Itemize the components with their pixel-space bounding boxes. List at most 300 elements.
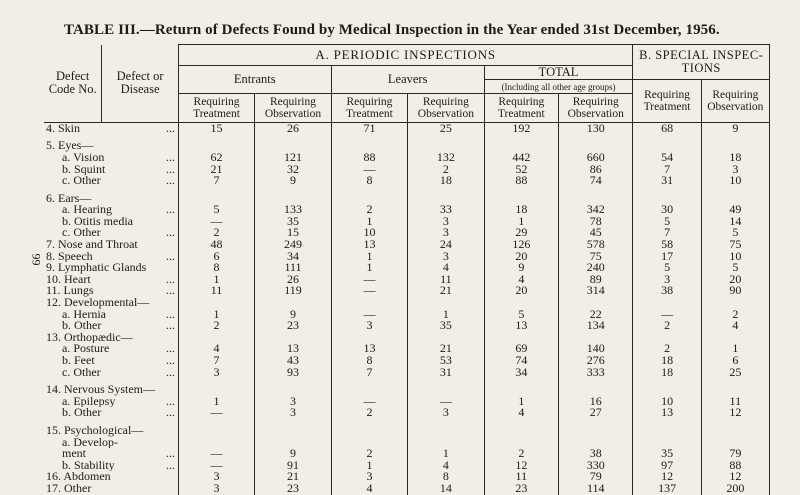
defect-label-text: b. Squint: [62, 163, 106, 176]
defect-label-text: b. Other: [62, 320, 102, 332]
leader-dots: ...: [165, 163, 175, 176]
leavers-treatment-cell: 7: [331, 367, 407, 379]
entrants-observation-cell: [255, 140, 331, 152]
leavers-observation-cell: 4: [408, 262, 484, 274]
table-row: [44, 193, 770, 205]
defect-label: [44, 396, 178, 408]
table-row: [44, 122, 770, 134]
table-row: [44, 407, 770, 419]
table-row: [44, 262, 770, 274]
special-treatment-cell: 18: [633, 355, 701, 367]
entrants-observation-cell: [255, 384, 331, 396]
defect-label-text: b. Otitis media: [62, 215, 133, 228]
table-row: [44, 460, 770, 472]
special-observation-cell: 88: [701, 460, 769, 472]
total-observation-cell: 27: [559, 407, 633, 419]
special-treatment-cell: 30: [633, 204, 701, 216]
special-treatment-cell: 13: [633, 407, 701, 419]
special-observation-cell: 12: [701, 471, 769, 483]
special-observation-cell: 1: [701, 343, 769, 355]
leavers-treatment-cell: [331, 425, 407, 437]
defect-label: [44, 460, 178, 472]
leavers-observation-cell: [408, 193, 484, 205]
entrants-treatment-cell: [178, 193, 254, 205]
total-treatment-cell: 11: [484, 471, 558, 483]
defect-label-text: 11. Lungs: [46, 285, 94, 298]
leavers-treatment-cell: [331, 297, 407, 309]
defect-label-text: 14. Nervous System—: [46, 384, 155, 396]
defect-label: [44, 471, 178, 483]
leavers-treatment-cell: 1: [331, 262, 407, 274]
leavers-observation-cell: 14: [408, 483, 484, 495]
entrants-observation-cell: 93: [255, 367, 331, 379]
entrants-treatment-cell: 21: [178, 164, 254, 176]
entrants-observation-cell: 43: [255, 355, 331, 367]
entrants-observation-cell: [255, 297, 331, 309]
section-b-header: B. SPECIAL INSPEC- TIONS: [633, 45, 770, 80]
leavers-treatment-cell: [331, 384, 407, 396]
entrants-observation-cell: 26: [255, 122, 331, 134]
special-req-treatment-header: Requiring Treatment: [633, 80, 701, 123]
special-treatment-cell: 5: [633, 216, 701, 228]
leavers-observation-cell: 31: [408, 367, 484, 379]
leader-dots: ...: [165, 273, 175, 286]
defect-label-text: 15. Psychological—: [46, 424, 144, 437]
special-observation-cell: [701, 332, 769, 344]
entrants-treatment-cell: 48: [178, 239, 254, 251]
special-observation-cell: 18: [701, 152, 769, 164]
special-treatment-cell: [633, 193, 701, 205]
leavers-observation-cell: 8: [408, 471, 484, 483]
defect-label-text: a. Vision: [62, 151, 105, 164]
table-row: [44, 367, 770, 379]
entrants-treatment-cell: 4: [178, 343, 254, 355]
entrants-req-treatment-header: Requiring Treatment: [178, 93, 254, 122]
special-treatment-cell: 97: [633, 460, 701, 472]
special-observation-cell: 10: [701, 175, 769, 187]
defect-label-text: 10. Heart: [46, 273, 91, 286]
leavers-observation-cell: 3: [408, 407, 484, 419]
leavers-observation-cell: 33: [408, 204, 484, 216]
entrants-observation-cell: [255, 332, 331, 344]
defect-label-text: 16. Abdomen: [46, 471, 111, 483]
defect-label: [44, 332, 178, 344]
special-treatment-cell: 5: [633, 262, 701, 274]
defect-label: [44, 320, 178, 332]
leader-dots: ...: [165, 395, 175, 408]
total-treatment-cell: 442: [484, 152, 558, 164]
table-row: [44, 164, 770, 176]
leavers-req-treatment-header: Requiring Treatment: [331, 93, 407, 122]
leavers-treatment-cell: —: [331, 164, 407, 176]
table-row: [44, 343, 770, 355]
defect-label: [44, 309, 178, 321]
leavers-observation-cell: 1: [408, 309, 484, 321]
special-treatment-cell: 2: [633, 320, 701, 332]
entrants-observation-cell: 9: [255, 175, 331, 187]
total-observation-cell: 45: [559, 227, 633, 239]
leavers-treatment-cell: 3: [331, 320, 407, 332]
leader-dots: ...: [165, 448, 175, 460]
total-note-text: (Including all other age groups): [501, 82, 616, 93]
total-observation-cell: 134: [559, 320, 633, 332]
total-treatment-cell: 23: [484, 483, 558, 495]
total-treatment-cell: 20: [484, 285, 558, 297]
defect-label: [44, 437, 178, 449]
special-observation-cell: 2: [701, 309, 769, 321]
defect-label-text: b. Stability: [62, 459, 115, 472]
leader-dots: ...: [165, 122, 175, 135]
entrants-treatment-cell: 3: [178, 471, 254, 483]
special-treatment-cell: 31: [633, 175, 701, 187]
leavers-treatment-cell: 71: [331, 122, 407, 134]
total-observation-cell: 78: [559, 216, 633, 228]
total-treatment-cell: [484, 384, 558, 396]
defect-label: [44, 175, 178, 187]
leader-dots: ...: [165, 204, 175, 216]
entrants-treatment-cell: [178, 437, 254, 449]
entrants-observation-cell: 9: [255, 448, 331, 460]
table-row: [44, 448, 770, 460]
leavers-treatment-cell: 2: [331, 407, 407, 419]
special-observation-cell: 3: [701, 164, 769, 176]
leader-dots: ...: [165, 175, 175, 187]
special-observation-cell: 11: [701, 396, 769, 408]
defect-label-text: 8. Speech: [46, 250, 93, 263]
leavers-observation-cell: 18: [408, 175, 484, 187]
defect-label: [44, 140, 178, 152]
leavers-treatment-cell: —: [331, 285, 407, 297]
special-observation-cell: 79: [701, 448, 769, 460]
total-treatment-cell: 12: [484, 460, 558, 472]
defect-label-text: b. Feet: [62, 355, 95, 367]
table-body: [44, 122, 770, 494]
table-row: [44, 471, 770, 483]
special-treatment-cell: [633, 425, 701, 437]
total-treatment-cell: 13: [484, 320, 558, 332]
entrants-observation-cell: 111: [255, 262, 331, 274]
page-number: 99: [29, 253, 44, 266]
entrants-treatment-cell: 7: [178, 175, 254, 187]
total-observation-cell: [559, 425, 633, 437]
entrants-observation-cell: 23: [255, 320, 331, 332]
total-observation-cell: 89: [559, 274, 633, 286]
defect-label-text: 9. Lymphatic Glands: [46, 262, 147, 274]
leavers-treatment-cell: 1: [331, 251, 407, 263]
leavers-treatment-cell: —: [331, 309, 407, 321]
leavers-observation-cell: 24: [408, 239, 484, 251]
section-a-header: A. PERIODIC INSPECTIONS: [178, 45, 633, 66]
entrants-treatment-cell: 3: [178, 367, 254, 379]
total-observation-cell: 333: [559, 367, 633, 379]
leader-dots: ...: [165, 308, 175, 321]
table-row: [44, 274, 770, 286]
defect-label: [44, 483, 178, 495]
defect-code-header: Defect Code No.: [44, 45, 102, 123]
entrants-observation-cell: [255, 425, 331, 437]
special-treatment-cell: [633, 297, 701, 309]
total-req-treatment-header: Requiring Treatment: [484, 93, 558, 122]
defect-label-text: 4. Skin: [46, 122, 81, 135]
special-observation-cell: 25: [701, 367, 769, 379]
total-req-observation-header: Requiring Observation: [559, 93, 633, 122]
leavers-observation-cell: 3: [408, 227, 484, 239]
leavers-treatment-cell: 8: [331, 355, 407, 367]
leavers-observation-cell: 11: [408, 274, 484, 286]
defect-label-text: 13. Orthopædic—: [46, 331, 133, 344]
entrants-treatment-cell: 15: [178, 122, 254, 134]
total-treatment-cell: [484, 297, 558, 309]
special-treatment-cell: 58: [633, 239, 701, 251]
special-observation-cell: 9: [701, 122, 769, 134]
defect-label-text: 5. Eyes—: [46, 140, 94, 152]
entrants-observation-cell: 32: [255, 164, 331, 176]
entrants-treatment-cell: 62: [178, 152, 254, 164]
entrants-observation-cell: 9: [255, 309, 331, 321]
defect-label-text: 7. Nose and Throat: [46, 239, 138, 251]
table-row: [44, 204, 770, 216]
special-treatment-cell: 3: [633, 274, 701, 286]
defect-label: [44, 448, 178, 460]
entrants-treatment-cell: 11: [178, 285, 254, 297]
total-observation-cell: 22: [559, 309, 633, 321]
table-row: [44, 239, 770, 251]
special-treatment-cell: 10: [633, 396, 701, 408]
leavers-observation-cell: [408, 332, 484, 344]
leavers-observation-cell: [408, 297, 484, 309]
total-observation-cell: 314: [559, 285, 633, 297]
leader-dots: ...: [165, 320, 175, 332]
leavers-treatment-cell: [331, 332, 407, 344]
entrants-treatment-cell: [178, 425, 254, 437]
special-observation-cell: [701, 437, 769, 449]
table-row: [44, 355, 770, 367]
defect-label: [44, 297, 178, 309]
defect-label: [44, 204, 178, 216]
table-row: [44, 140, 770, 152]
entrants-treatment-cell: 3: [178, 483, 254, 495]
entrants-treatment-cell: 8: [178, 262, 254, 274]
entrants-observation-cell: 91: [255, 460, 331, 472]
entrants-treatment-cell: [178, 140, 254, 152]
special-observation-cell: 200: [701, 483, 769, 495]
defect-label: [44, 122, 178, 134]
leader-dots: ...: [165, 459, 175, 472]
leavers-req-observation-header: Requiring Observation: [408, 93, 484, 122]
defect-label: [44, 343, 178, 355]
total-label: TOTAL: [538, 65, 579, 79]
special-req-observation-header: Requiring Observation: [701, 80, 769, 123]
total-observation-cell: 240: [559, 262, 633, 274]
table-title: TABLE III.—Return of Defects Found by Medical Inspection in the Year ended 31st December, 1956.: [64, 22, 720, 38]
leavers-treatment-cell: [331, 140, 407, 152]
entrants-treatment-cell: [178, 297, 254, 309]
table-row: [44, 216, 770, 228]
entrants-observation-cell: 133: [255, 204, 331, 216]
entrants-header: Entrants: [178, 66, 331, 94]
special-treatment-cell: [633, 332, 701, 344]
leavers-observation-cell: 53: [408, 355, 484, 367]
leader-dots: ...: [165, 285, 175, 298]
total-treatment-cell: 34: [484, 367, 558, 379]
entrants-observation-cell: 13: [255, 343, 331, 355]
table-row: [44, 285, 770, 297]
entrants-treatment-cell: [178, 384, 254, 396]
special-observation-cell: 4: [701, 320, 769, 332]
defect-label-text: a. Develop-: [62, 436, 118, 449]
total-observation-cell: 330: [559, 460, 633, 472]
defect-label: [44, 355, 178, 367]
defect-label: [44, 407, 178, 419]
defect-label-text: c. Other: [62, 227, 101, 240]
entrants-treatment-cell: —: [178, 448, 254, 460]
leavers-treatment-cell: 3: [331, 471, 407, 483]
leavers-observation-cell: 3: [408, 251, 484, 263]
special-observation-cell: [701, 297, 769, 309]
entrants-treatment-cell: —: [178, 460, 254, 472]
total-observation-cell: 140: [559, 343, 633, 355]
total-observation-cell: [559, 140, 633, 152]
leavers-treatment-cell: —: [331, 396, 407, 408]
special-treatment-cell: 54: [633, 152, 701, 164]
entrants-observation-cell: 26: [255, 274, 331, 286]
total-observation-cell: 75: [559, 251, 633, 263]
defect-label: [44, 384, 178, 396]
total-treatment-cell: 2: [484, 448, 558, 460]
leavers-observation-cell: 21: [408, 343, 484, 355]
defect-label-text: b. Other: [62, 407, 102, 419]
defect-label: [44, 367, 178, 379]
total-observation-cell: [559, 193, 633, 205]
defect-label-text: 6. Ears—: [46, 192, 92, 205]
leavers-observation-cell: 35: [408, 320, 484, 332]
special-treatment-cell: [633, 384, 701, 396]
total-treatment-cell: 4: [484, 407, 558, 419]
defect-label-text: 17. Other: [46, 482, 92, 495]
defect-label: [44, 216, 178, 228]
defect-header: Defect or Disease: [102, 45, 178, 123]
entrants-treatment-cell: [178, 332, 254, 344]
total-treatment-cell: 1: [484, 216, 558, 228]
total-header: [484, 66, 633, 80]
entrants-treatment-cell: —: [178, 216, 254, 228]
leavers-treatment-cell: 4: [331, 483, 407, 495]
entrants-req-observation-header: Requiring Observation: [255, 93, 331, 122]
defect-label-text: a. Epilepsy: [62, 395, 116, 408]
entrants-treatment-cell: 7: [178, 355, 254, 367]
table-row: [44, 297, 770, 309]
special-observation-cell: [701, 193, 769, 205]
total-observation-cell: [559, 332, 633, 344]
leader-dots: ...: [165, 343, 175, 355]
total-treatment-cell: 9: [484, 262, 558, 274]
leader-dots: ...: [165, 355, 175, 367]
entrants-treatment-cell: 1: [178, 274, 254, 286]
entrants-treatment-cell: 5: [178, 204, 254, 216]
defects-table: [44, 44, 770, 495]
special-observation-cell: [701, 140, 769, 152]
defect-label: [44, 274, 178, 286]
total-observation-cell: [559, 297, 633, 309]
total-observation-cell: 114: [559, 483, 633, 495]
leavers-treatment-cell: 1: [331, 460, 407, 472]
table-row: [44, 152, 770, 164]
special-observation-cell: 5: [701, 227, 769, 239]
entrants-observation-cell: 249: [255, 239, 331, 251]
total-treatment-cell: 192: [484, 122, 558, 134]
leavers-observation-cell: 25: [408, 122, 484, 134]
leavers-treatment-cell: 1: [331, 216, 407, 228]
table-row: [44, 175, 770, 187]
total-treatment-cell: 126: [484, 239, 558, 251]
leavers-observation-cell: 132: [408, 152, 484, 164]
special-observation-cell: [701, 384, 769, 396]
leavers-treatment-cell: 2: [331, 204, 407, 216]
defect-label: [44, 262, 178, 274]
defect-label: [44, 152, 178, 164]
table-row: [44, 483, 770, 495]
table-row: [44, 251, 770, 263]
defect-label-text: ment: [62, 448, 86, 460]
special-treatment-cell: 12: [633, 471, 701, 483]
leavers-observation-cell: [408, 384, 484, 396]
leader-dots: ...: [165, 250, 175, 263]
special-observation-cell: [701, 425, 769, 437]
entrants-observation-cell: 119: [255, 285, 331, 297]
defect-label-text: 12. Developmental—: [46, 297, 150, 309]
leavers-header: Leavers: [331, 66, 484, 94]
special-observation-cell: 5: [701, 262, 769, 274]
total-treatment-cell: [484, 140, 558, 152]
special-treatment-cell: [633, 140, 701, 152]
total-treatment-cell: [484, 425, 558, 437]
leavers-observation-cell: —: [408, 396, 484, 408]
entrants-treatment-cell: 6: [178, 251, 254, 263]
special-treatment-cell: 2: [633, 343, 701, 355]
entrants-treatment-cell: 1: [178, 309, 254, 321]
entrants-observation-cell: 35: [255, 216, 331, 228]
special-treatment-cell: 38: [633, 285, 701, 297]
total-treatment-cell: [484, 437, 558, 449]
defect-label: [44, 425, 178, 437]
total-observation-cell: 16: [559, 396, 633, 408]
entrants-observation-cell: 23: [255, 483, 331, 495]
special-observation-cell: 14: [701, 216, 769, 228]
total-treatment-cell: 29: [484, 227, 558, 239]
entrants-treatment-cell: 1: [178, 396, 254, 408]
defect-label: [44, 164, 178, 176]
leavers-observation-cell: 2: [408, 164, 484, 176]
special-treatment-cell: [633, 437, 701, 449]
total-note: [484, 80, 633, 94]
entrants-observation-cell: 3: [255, 407, 331, 419]
entrants-observation-cell: [255, 193, 331, 205]
special-treatment-cell: 35: [633, 448, 701, 460]
table-row: [44, 396, 770, 408]
total-treatment-cell: 88: [484, 175, 558, 187]
special-treatment-cell: 7: [633, 164, 701, 176]
special-observation-cell: 75: [701, 239, 769, 251]
leavers-observation-cell: 21: [408, 285, 484, 297]
total-treatment-cell: 74: [484, 355, 558, 367]
entrants-treatment-cell: 2: [178, 227, 254, 239]
total-observation-cell: 342: [559, 204, 633, 216]
leavers-observation-cell: 3: [408, 216, 484, 228]
special-treatment-cell: 7: [633, 227, 701, 239]
leavers-treatment-cell: 2: [331, 448, 407, 460]
leavers-treatment-cell: 13: [331, 239, 407, 251]
entrants-observation-cell: 15: [255, 227, 331, 239]
